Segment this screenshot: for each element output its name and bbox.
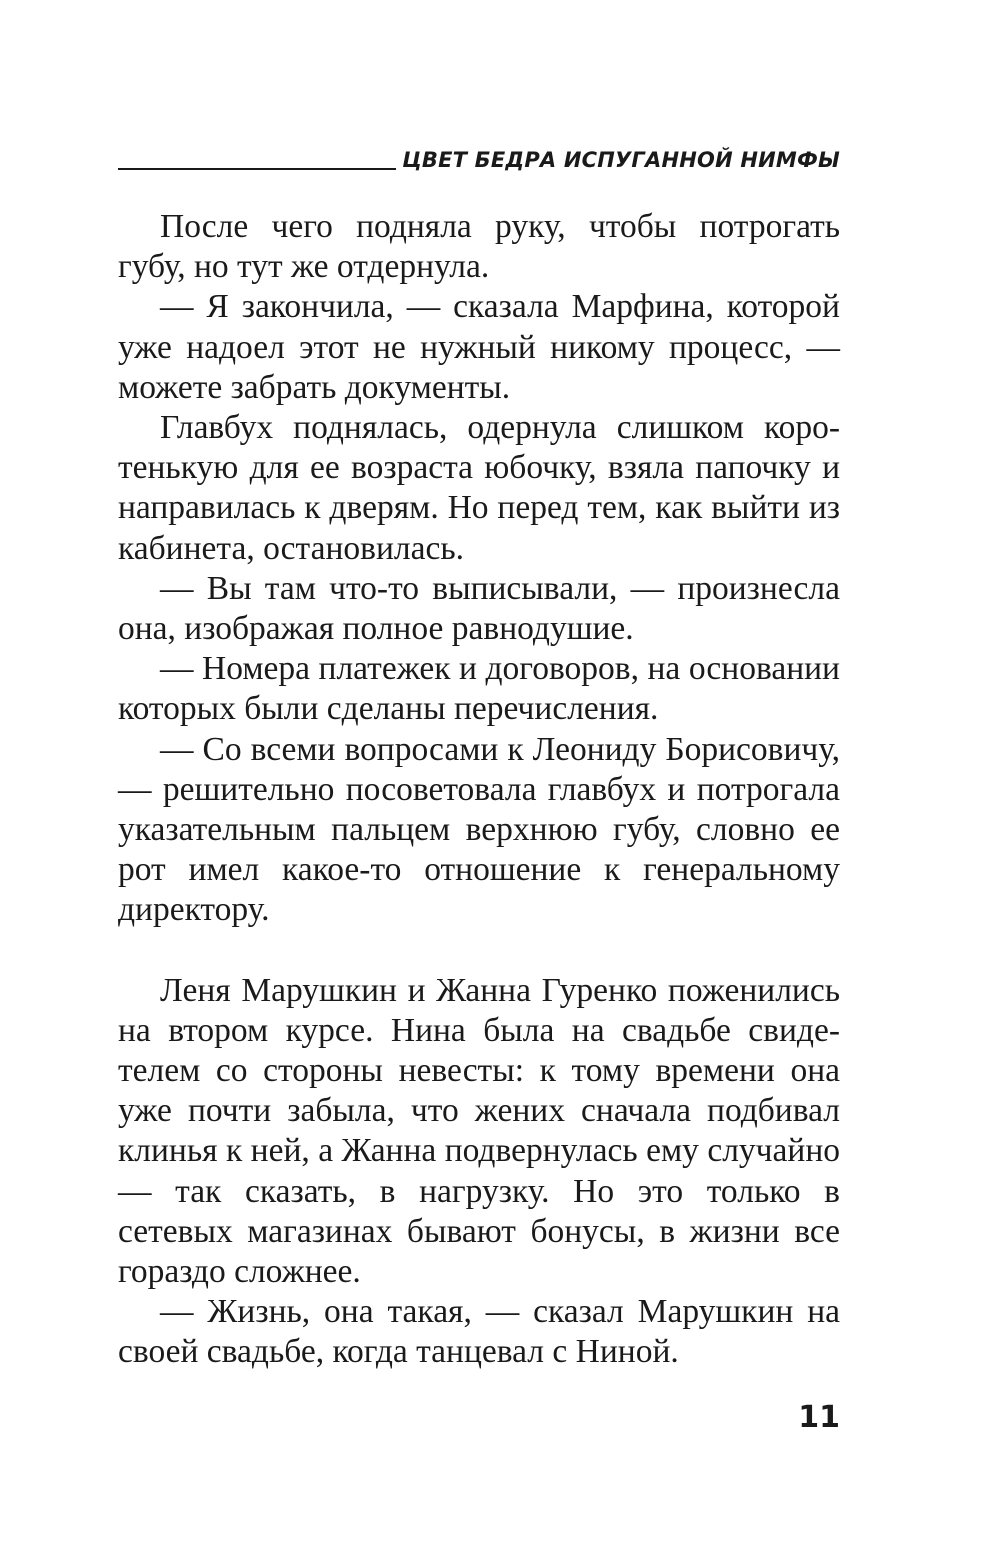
paragraph: После чего подняла руку, чтобы потрогать губу, но тут же отдернула.	[118, 208, 840, 286]
running-title: ЦВЕТ БЕДРА ИСПУГАННОЙ НИМФЫ	[402, 148, 840, 172]
page-number: 11	[798, 1400, 840, 1435]
header-rule	[118, 168, 396, 170]
paragraph: — Жизнь, она такая, — сказал Марушкин на своей свадьбе, когда танцевал с Ниной.	[118, 1293, 840, 1371]
body-text	[118, 207, 840, 1373]
paragraph: — Номера платежек и договоров, на основании которых были сделаны перечисления.	[118, 650, 840, 728]
paragraph: — Со всеми вопросами к Леониду Борисовичу, — решительно посоветовала главбух и потрогала указательным пальцем верхнюю губу, словно ее рот имел какое-то отношение к генеральному директору.	[118, 730, 840, 929]
paragraph: Главбух поднялась, одернула слишком корoтенькую для ее возраста юбочку, взяла папочку и направилась к дверям. Но перед тем, как выйти из кабинета, остановилась.	[118, 409, 840, 567]
section-break	[118, 931, 840, 971]
paragraph: — Вы там что-то выписывали, — произнесла она, изображая полное равнодушие.	[118, 569, 840, 648]
running-head	[118, 140, 840, 174]
paragraph: Леня Марушкин и Жанна Гуренко поженились на втором курсе. Нина была на свадьбе свидетелем со стороны невесты: к тому времени она уже почти забыла, что жених сначала подбивал клинья к ней, а Жанна подвернулась ему случайно — так сказать, в нагрузку. Но это только в сетевых магазинах бывают бонусы, в жизни все гораздо сложнее.	[118, 971, 840, 1291]
paragraph: — Я закончила, — сказала Марфина, которой уже надоел этот не нужный никому процесс, — можете забрать документы.	[118, 288, 840, 406]
